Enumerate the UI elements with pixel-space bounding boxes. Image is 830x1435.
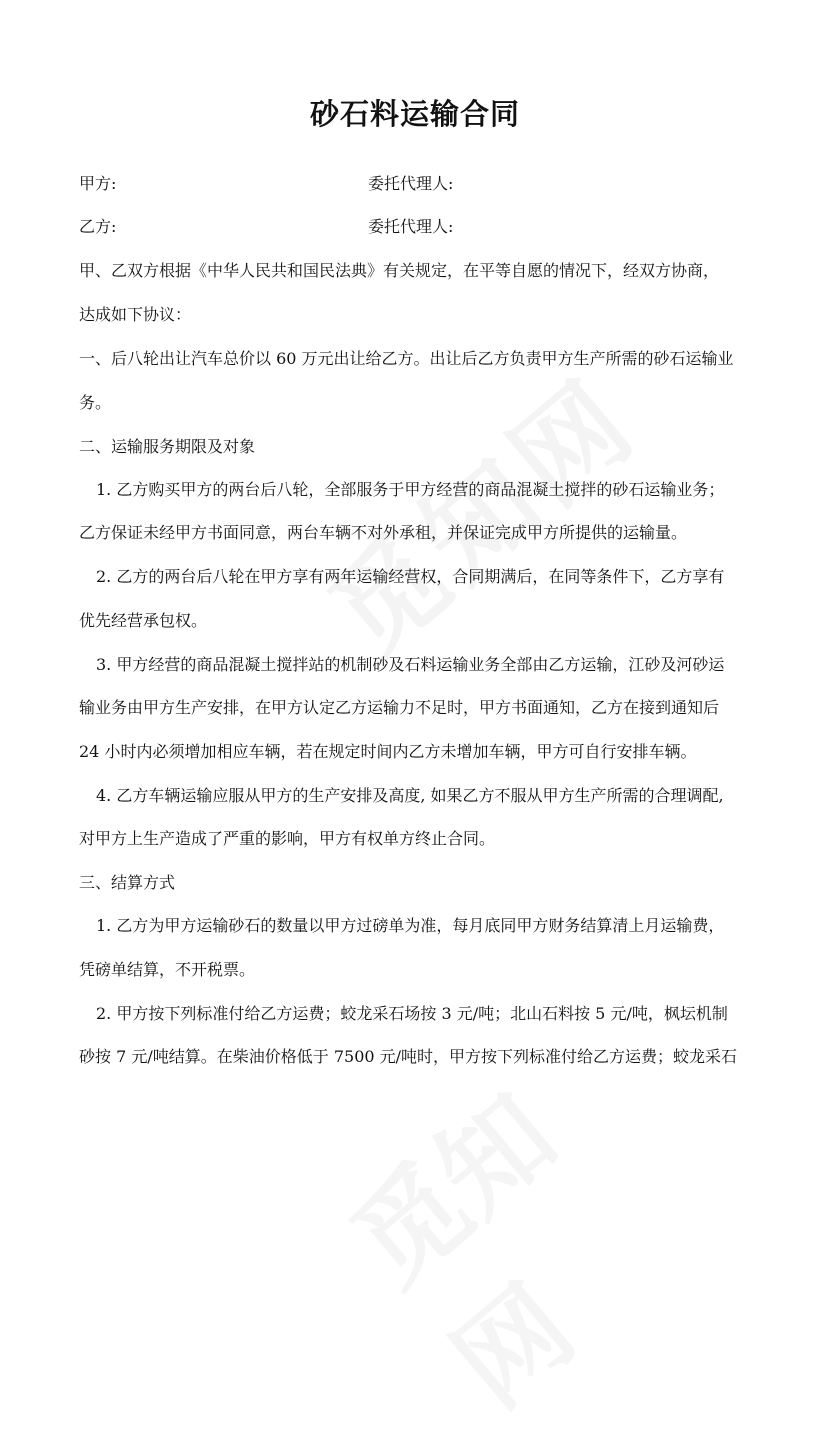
section1-line: 一、后八轮出让汽车总价以 60 万元出让给乙方。出让后乙方负责甲方生产所需的砂石运输业 <box>79 349 734 368</box>
section2-heading: 二、运输服务期限及对象 <box>79 437 256 456</box>
section3-heading: 三、结算方式 <box>79 873 176 892</box>
section1-line: 务。 <box>79 393 112 412</box>
party-a-agent-label: 委托代理人: <box>368 174 454 193</box>
clause-line: 凭磅单结算，不开税票。 <box>79 960 256 979</box>
clause-line: 输业务由甲方生产安排，在甲方认定乙方运输力不足时，甲方书面通知，乙方在接到通知后 <box>79 698 720 717</box>
clause-line: 砂按 7 元/吨结算。在柴油价格低于 7500 元/吨时，甲方按下列标准付给乙方运费；蛟龙采石 <box>79 1047 738 1066</box>
party-a-label: 甲方: <box>79 174 117 193</box>
clause-line: 1. 乙方为甲方运输砂石的数量以甲方过磅单为准，每月底同甲方财务结算清上月运输费， <box>96 916 725 935</box>
party-b-agent-label: 委托代理人: <box>368 217 454 236</box>
clause-line: 乙方保证未经甲方书面同意，两台车辆不对外承租，并保证完成甲方所提供的运输量。 <box>79 523 688 542</box>
clause-line: 1. 乙方购买甲方的两台后八轮，全部服务于甲方经营的商品混凝土搅拌的砂石运输业务； <box>96 480 725 499</box>
party-b-label: 乙方: <box>79 217 117 236</box>
clause-line: 优先经营承包权。 <box>79 611 208 630</box>
page-title: 砂石料运输合同 <box>309 97 520 131</box>
clause-line: 24 小时内必须增加相应车辆，若在规定时间内乙方未增加车辆，甲方可自行安排车辆。 <box>79 742 697 761</box>
watermark <box>291 333 668 685</box>
clause-line: 3. 甲方经营的商品混凝土搅拌站的机制砂及石料运输业务全部由乙方运输，江砂及河砂运 <box>96 655 725 674</box>
preamble-line: 甲、乙双方根据《中华人民共和国民法典》有关规定，在平等自愿的情况下，经双方协商， <box>79 261 720 280</box>
preamble-line: 达成如下协议： <box>79 305 192 324</box>
clause-line: 2. 甲方按下列标准付给乙方运费；蛟龙采石场按 3 元/吨；北山石料按 5 元/吨，枫坛机制 <box>96 1004 728 1023</box>
clause-line: 4. 乙方车辆运输应服从甲方的生产安排及高度, 如果乙方不服从甲方生产所需的合理调配, <box>96 786 724 805</box>
clause-line: 2. 乙方的两台后八轮在甲方享有两年运输经营权，合同期满后，在同等条件下，乙方享有 <box>96 567 725 586</box>
clause-line: 对甲方上生产造成了严重的影响，甲方有权单方终止合同。 <box>79 829 496 848</box>
